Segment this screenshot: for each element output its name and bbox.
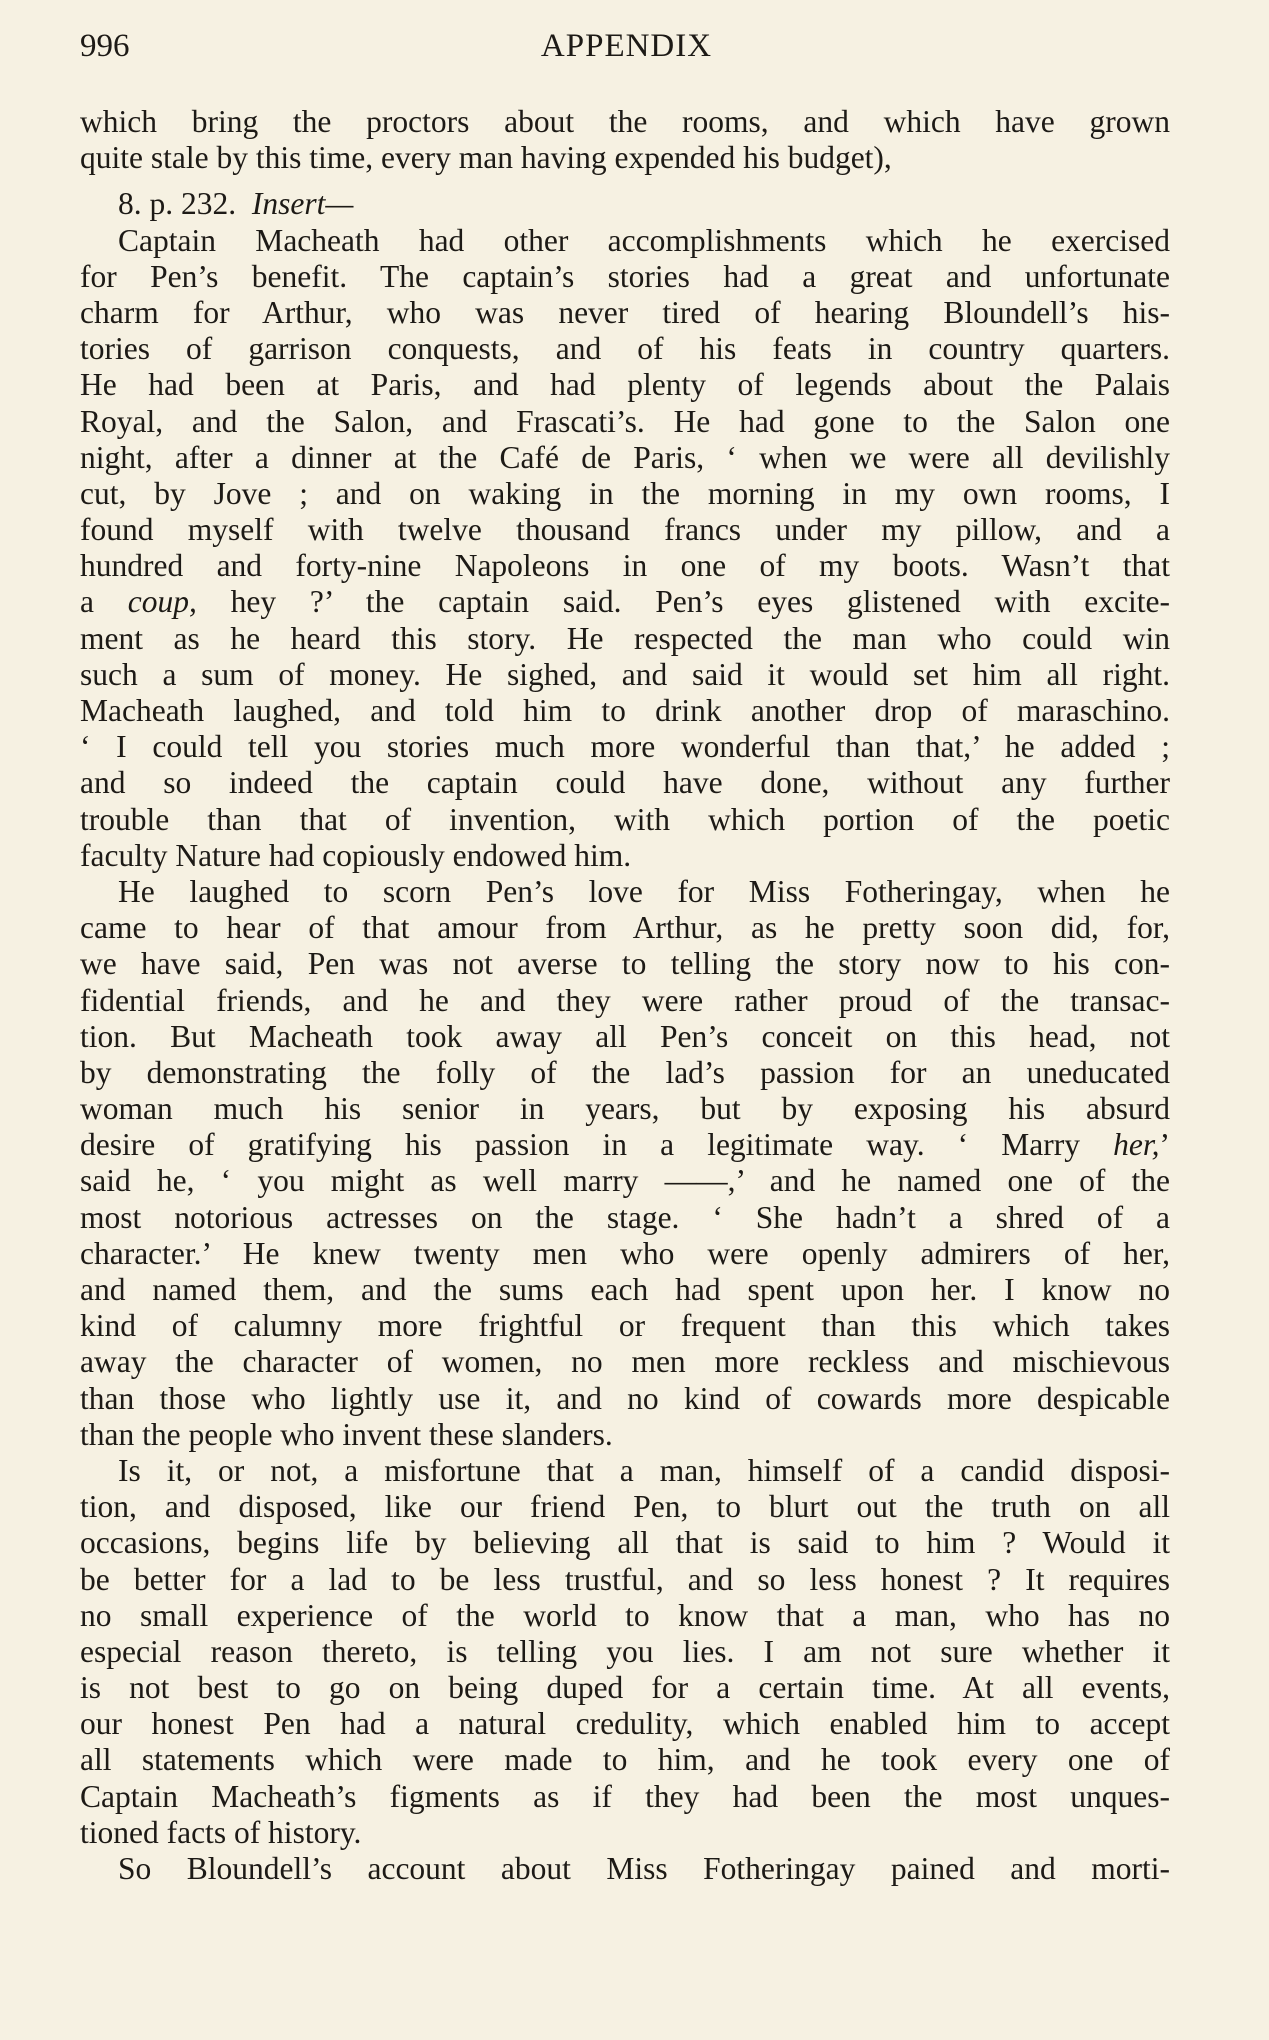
text-fragment: ’ (1159, 1127, 1170, 1163)
text-line (80, 1127, 1170, 1163)
text-line: especial reason thereto, is telling you lies. I am not sure whether it (80, 1633, 1170, 1669)
text-line: Macheath laughed, and told him to drink another drop of maraschino. (80, 693, 1170, 728)
italic-word: her, (1113, 1127, 1160, 1163)
text-line: and so indeed the captain could have done, without any further (80, 765, 1170, 801)
text-line: Captain Macheath’s figments as if they had been the most unques- (80, 1778, 1170, 1814)
text-line: by demonstrating the folly of the lad’s passion for an uneducated (80, 1054, 1170, 1090)
running-title: APPENDIX (540, 28, 713, 64)
text-line: trouble than that of invention, with which portion of the poetic (80, 801, 1170, 837)
text-line: be better for a lad to be less trustful, and so less honest ? It requires (80, 1561, 1170, 1597)
text-line: our honest Pen had a natural credulity, which enabled him to accept (80, 1706, 1170, 1742)
text-line: tories of garrison conquests, and of his feats in country quarters. (80, 331, 1170, 367)
text-line: occasions, begins life by believing all that is said to him ? Would it (80, 1525, 1170, 1561)
insert-note (80, 186, 1170, 222)
text-line: Captain Macheath had other accomplishments which he exercised (118, 222, 1170, 258)
text-line: He had been at Paris, and had plenty of legends about the Palais (80, 367, 1170, 403)
text-line: we have said, Pen was not averse to telling the story now to his con- (80, 946, 1170, 982)
text-line: most notorious actresses on the stage. ‘ She hadn’t a shred of a (80, 1199, 1170, 1235)
text-line: said he, ‘ you might as well marry ——,’ and he named one of the (80, 1163, 1170, 1199)
text-line: such a sum of money. He sighed, and said it would set him all right. (80, 656, 1170, 692)
page-header (80, 28, 1173, 72)
text-line: away the character of women, no men more reckless and mischievous (80, 1344, 1170, 1380)
text-line: than the people who invent these slanders. (80, 1416, 613, 1452)
text-line: for Pen’s benefit. The captain’s stories had a great and unfortunate (80, 258, 1170, 294)
text-line: faculty Nature had copiously endowed him. (80, 837, 632, 873)
insert-label: Insert— (251, 186, 354, 222)
text-line: ment as he heard this story. He respected the man who could win (80, 620, 1170, 656)
body-text (80, 104, 1170, 1887)
text-line: charm for Arthur, who was never tired of hearing Bloundell’s his- (80, 294, 1170, 330)
text-line: tion. But Macheath took away all Pen’s conceit on this head, not (80, 1018, 1170, 1054)
text-line: tioned facts of history. (80, 1814, 362, 1850)
text-line: no small experience of the world to know that a man, who has no (80, 1597, 1170, 1633)
text-line: Royal, and the Salon, and Frascati’s. He had gone to the Salon one (80, 403, 1170, 439)
text-line: than those who lightly use it, and no kind of cowards more despicable (80, 1380, 1170, 1416)
insert-reference: 8. p. 232. (118, 186, 237, 222)
text-line: found myself with twelve thousand francs under my pillow, and a (80, 512, 1170, 548)
text-line: night, after a dinner at the Café de Paris, ‘ when we were all devilishly (80, 439, 1170, 475)
text-line: came to hear of that amour from Arthur, as he pretty soon did, for, (80, 910, 1170, 946)
text-line: tion, and disposed, like our friend Pen, to blurt out the truth on all (80, 1489, 1170, 1525)
text-line: ‘ I could tell you stories much more wonderful than that,’ he added ; (80, 729, 1170, 765)
text-line: is not best to go on being duped for a certain time. At all events, (80, 1670, 1170, 1706)
text-line: character.’ He knew twenty men who were openly admirers of her, (80, 1235, 1170, 1271)
text-line: Is it, or not, a misfortune that a man, himself of a candid disposi- (118, 1452, 1170, 1488)
text-line: and named them, and the sums each had spent upon her. I know no (80, 1272, 1170, 1307)
text-line: He laughed to scorn Pen’s love for Miss Fotheringay, when he (118, 873, 1170, 909)
text-line: fidential friends, and he and they were rather proud of the transac- (80, 982, 1170, 1018)
text-line: hundred and forty-nine Napoleons in one of my boots. Wasn’t that (80, 548, 1170, 584)
text-line: So Bloundell’s account about Miss Fotheringay pained and morti- (118, 1851, 1170, 1886)
text-line: cut, by Jove ; and on waking in the morning in my own rooms, I (80, 475, 1170, 511)
page-number: 996 (80, 28, 130, 64)
text-line (80, 584, 1170, 620)
text-fragment: a (80, 584, 94, 620)
text-line: quite stale by this time, every man having expended his budget), (80, 140, 892, 176)
text-line: woman much his senior in years, but by exposing his absurd (80, 1091, 1170, 1127)
text-fragment: desire of gratifying his passion in a legitimate way. ‘ Marry (80, 1127, 1081, 1163)
text-fragment: hey ?’ the captain said. Pen’s eyes glistened with excite- (230, 584, 1170, 620)
text-line: which bring the proctors about the rooms, and which have grown (80, 104, 1170, 139)
text-line: kind of calumny more frightful or frequent than this which takes (80, 1308, 1170, 1344)
text-line: all statements which were made to him, and he took every one of (80, 1742, 1170, 1778)
italic-word: coup, (127, 584, 197, 620)
